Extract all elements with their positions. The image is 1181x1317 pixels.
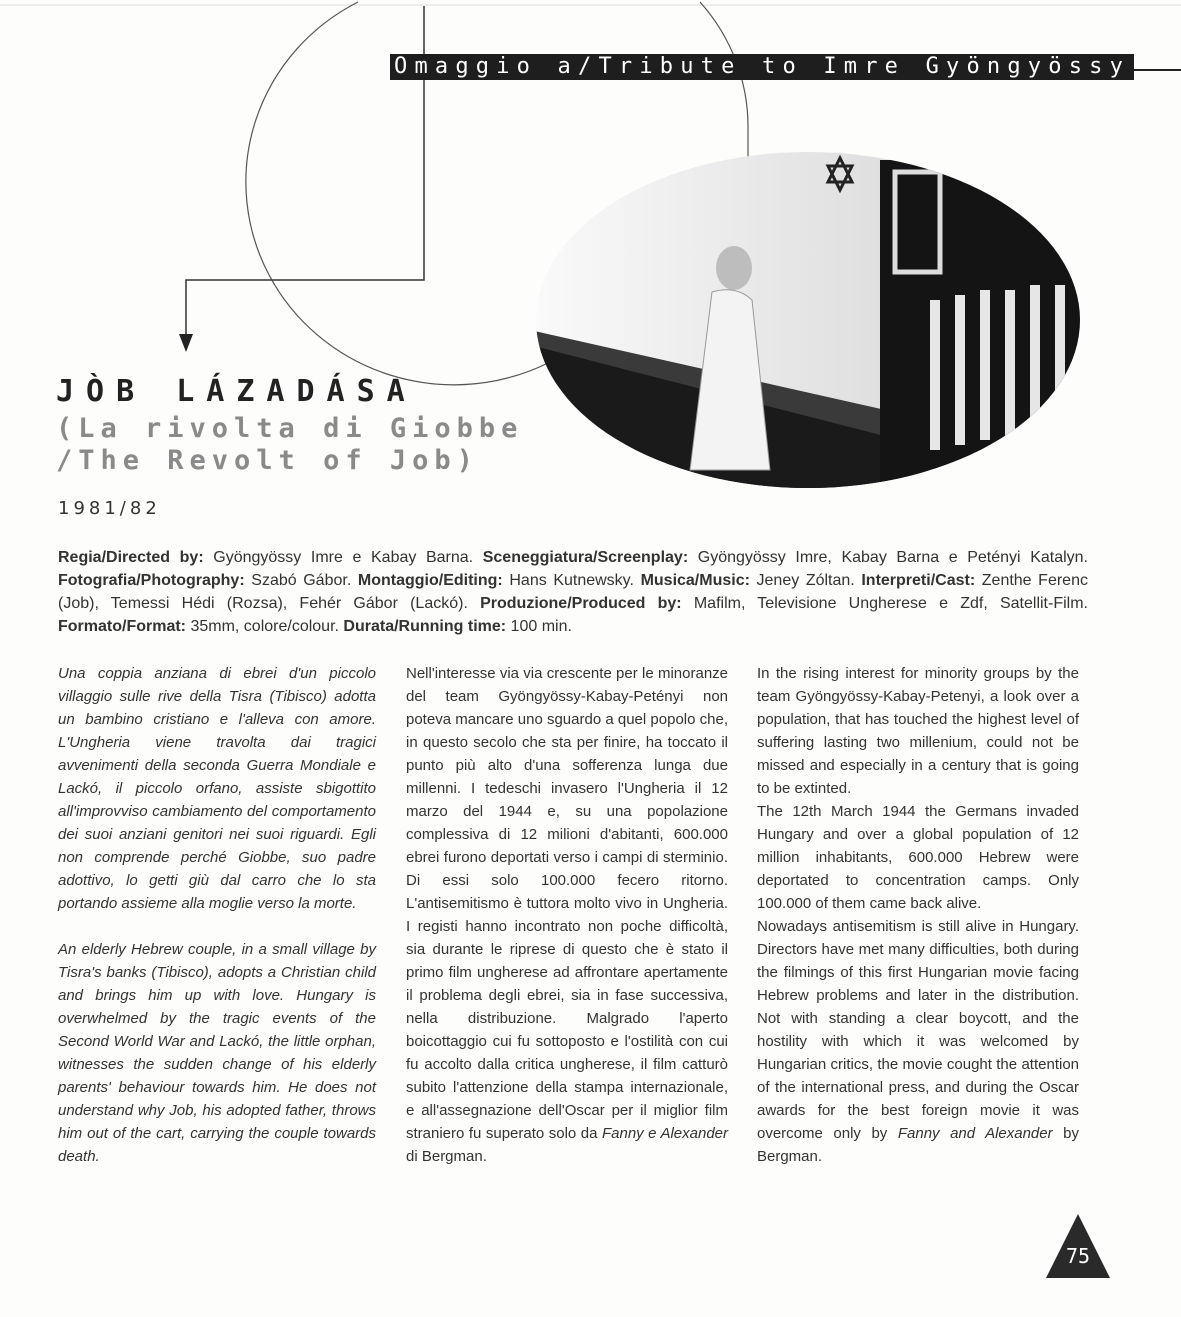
connector-line	[186, 6, 424, 340]
credit-value: 35mm, colore/colour.	[190, 618, 339, 635]
credit-value: Gyöngyössy Imre, Kabay Barna e Petényi Katalyn.	[697, 549, 1089, 566]
commentary-english-p1: In the rising interest for minority groups by the team Gyöngyössy-Kabay-Petenyi, a look over a population, that has touched the highest level of suffering lasting two millenium, could not be missed and especially in a century that is going to be extinted.	[757, 665, 1079, 797]
credits-block	[58, 546, 1088, 638]
credit-value: Mafilm, Televisione Ungherese e Zdf, Satellit-Film.	[693, 595, 1088, 612]
commentary-english-column	[757, 662, 1079, 1168]
page-number-badge	[1046, 1214, 1110, 1278]
credit-label: Produzione/Produced by:	[480, 595, 682, 612]
arrow-down-icon	[179, 334, 193, 352]
synopsis-english: An elderly Hebrew couple, in a small village by Tisra's banks (Tibisco), adopts a Christian child and brings him up with love. Hungary is overwhelmed by the tragic events of the Second World War and Lackó, the little orphan, witnesses the sudden change of his elderly parents' behaviour towards him. He does not understand why Job, his adopted father, throws him out of the cart, carrying the couple towards death.	[58, 941, 376, 1165]
commentary-italian-tail: di Bergman.	[406, 1148, 487, 1165]
credit-label: Interpreti/Cast:	[861, 572, 976, 589]
commentary-english-p2: The 12th March 1944 the Germans invaded Hungary and over a global population of 12 million inhabitants, 600.000 Hebrew were deportated to concentration camps. Only 100.000 of them came back alive.	[757, 803, 1079, 912]
credit-label: Montaggio/Editing:	[357, 572, 503, 589]
section-banner: Omaggio a/Tribute to Imre Gyöngyössy	[390, 54, 1134, 80]
credit-label: Sceneggiatura/Screenplay:	[482, 549, 689, 566]
credit-value: Hans Kutnewsky.	[509, 572, 634, 589]
film-reference: Fanny and Alexander	[897, 1125, 1053, 1142]
credit-value: Gyöngyössy Imre e Kabay Barna.	[213, 549, 474, 566]
commentary-italian	[406, 662, 728, 1168]
credit-label: Musica/Music:	[640, 572, 750, 589]
commentary-italian-text: Nell'interesse via via crescente per le minoranze del team Gyöngyössy-Kabay-Petényi non poteva mancare uno sguardo a quel popolo che, in questo secolo che sta per finire, ha toccato il punto più alto d'una sofferenza lunga due millenni. I tedeschi invasero l'Ungheria il 12 marzo del 1944 e, su una popolazione complessiva di 12 milioni d'abitanti, 600.000 ebrei furono deportati verso i campi di sterminio. Di essi solo 100.000 fecero ritorno. L'antisemitismo è tuttora molto vivo in Ungheria. I registi hanno incontrato non poche difficoltà, sia durante le riprese di questo che è stato il primo film ungherese ad affrontare apertamente il problema degli ebrei, sia in fase successiva, nella distribuzione. Malgrado l'aperto boicottaggio cui fu sottoposto e l'ostilità con cui fu accolto dalla critica ungherese, il film catturò subito l'attenzione della stampa internazionale, e all'assegnazione dell'Oscar per il miglior film straniero fu superato solo da	[406, 665, 728, 1142]
film-still-photo	[530, 150, 1090, 500]
commentary-english-tail: by Bergman.	[757, 1125, 1080, 1165]
credit-label: Regia/Directed by:	[58, 549, 204, 566]
film-title: JÒB LÁZADÁSA	[56, 374, 417, 409]
arc-right	[700, 2, 748, 175]
commentary-english-p3	[757, 915, 1079, 1168]
synopsis-italian: Una coppia anziana di ebrei d'un piccolo villaggio sulle rive della Tisra (Tibisco) adotta un bambino cristiano e l'alleva con amore. L'Ungheria viene travolta dai tragici avvenimenti della seconda Guerra Mondiale e Lackó, il piccolo orfano, assiste sbigottito all'improvviso cambiamento del comportamento dei suoi anziani genitori nei suoi riguardi. Egli non comprende perché Giobbe, suo padre adottivo, lo getti giù dal carro che lo sta portando assieme alla moglie verso la morte.	[58, 665, 376, 912]
credit-value: Szabó Gábor.	[251, 572, 352, 589]
credit-value: Zenthe Ferenc (Job), Temessi Hédi (Rozsa), Fehér Gábor (Lackó).	[58, 572, 1088, 612]
page-number: 75	[1065, 1244, 1091, 1268]
credit-label: Durata/Running time:	[343, 618, 507, 635]
film-year: 1981/82	[58, 498, 161, 519]
credit-label: Formato/Format:	[58, 618, 186, 635]
credit-label: Fotografia/Photography:	[58, 572, 245, 589]
commentary-italian-column	[406, 662, 728, 1168]
subtitle-english: /The Revolt of Job)	[56, 445, 479, 476]
commentary-english-p3-text: Nowadays antisemitism is still alive in Hungary. Directors have met many difficulties, both during the filmings of this first Hungarian movie facing Hebrew problems and later in the distribution. Not with standing a clear boycott, and the hostility with which it was welcomed by Hungarian critics, the movie cought the attention of the international press, and during the Oscar awards for the best foreign movie it was overcome only by	[757, 918, 1079, 1142]
film-reference: Fanny e Alexander	[601, 1125, 729, 1142]
subtitle-italian: (La rivolta di Giobbe	[56, 413, 524, 444]
synopsis-column	[58, 662, 376, 1168]
credit-value: Jeney Zóltan.	[756, 572, 855, 589]
credit-value: 100 min.	[510, 618, 572, 635]
film-subtitle	[56, 413, 523, 477]
